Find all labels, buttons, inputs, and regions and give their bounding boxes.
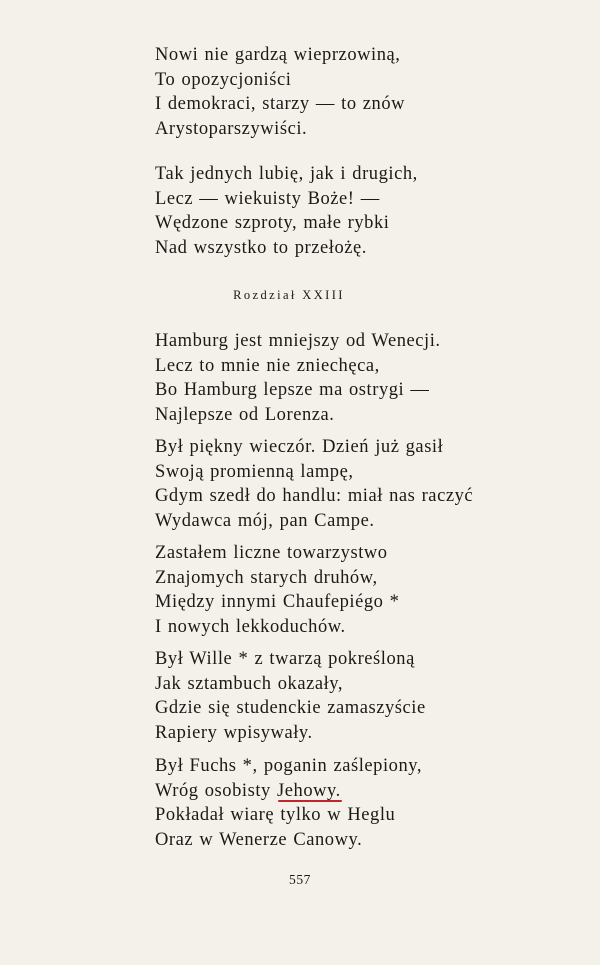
verse-line: Nowi nie gardzą wieprzowiną, bbox=[155, 45, 401, 65]
verse-line: Najlepsze od Lorenza. bbox=[155, 404, 335, 425]
verse-line: Wędzone szproty, małe rybki bbox=[155, 213, 390, 233]
verse-line: Rapiery wpisywały. bbox=[155, 722, 313, 743]
stanza-4 bbox=[155, 435, 473, 533]
verse-line: Bo Hamburg lepsze ma ostrygi — bbox=[155, 380, 430, 400]
verse-line: Był Wille * z twarzą pokreśloną bbox=[155, 649, 415, 669]
verse-line: Wydawca mój, pan Campe. bbox=[155, 510, 375, 531]
stanza-5 bbox=[155, 541, 399, 639]
verse-line: Hamburg jest mniejszy od Wenecji. bbox=[155, 331, 441, 351]
stanza-7 bbox=[155, 754, 422, 852]
verse-line: Oraz w Wenerze Canowy. bbox=[155, 829, 363, 850]
verse-line: Jak sztambuch okazały, bbox=[155, 673, 344, 694]
verse-line: Był piękny wieczór. Dzień już gasił bbox=[155, 437, 444, 457]
verse-line: Tak jednych lubię, jak i drugich, bbox=[155, 164, 418, 184]
stanza-6 bbox=[155, 647, 426, 745]
verse-line: Arystoparszywiści. bbox=[155, 118, 308, 139]
verse-line: Nad wszystko to przełożę. bbox=[155, 237, 367, 258]
verse-line: Lecz — wiekuisty Boże! — bbox=[155, 188, 380, 209]
verse-line: Między innymi Chaufepiégo * bbox=[155, 592, 400, 612]
page-number: 557 bbox=[288, 872, 312, 887]
red-underline-annotation bbox=[278, 800, 342, 802]
verse-line: Lecz to mnie nie zniechęca, bbox=[155, 355, 380, 376]
verse-line: Gdym szedł do handlu: miał nas raczyć bbox=[155, 486, 474, 506]
verse-line: I nowych lekkoduchów. bbox=[155, 616, 346, 637]
stanza-1 bbox=[155, 43, 405, 141]
verse-line: Znajomych starych druhów, bbox=[155, 567, 378, 588]
verse-line: To opozycjoniści bbox=[155, 69, 292, 90]
chapter-heading: Rozdział XXIII bbox=[233, 288, 345, 302]
verse-line: Był Fuchs *, poganin zaślepiony, bbox=[155, 756, 423, 776]
verse-line: Pokładał wiarę tylko w Heglu bbox=[155, 805, 396, 825]
verse-line: Wróg osobisty Jehowy. bbox=[155, 780, 341, 801]
verse-line: I demokraci, starzy — to znów bbox=[155, 94, 406, 114]
stanza-2 bbox=[155, 162, 418, 260]
verse-line: Zastałem liczne towarzystwo bbox=[155, 543, 388, 563]
verse-line: Gdzie się studenckie zamaszyście bbox=[155, 698, 426, 718]
verse-line: Swoją promienną lampę, bbox=[155, 461, 354, 482]
stanza-3 bbox=[155, 329, 441, 427]
